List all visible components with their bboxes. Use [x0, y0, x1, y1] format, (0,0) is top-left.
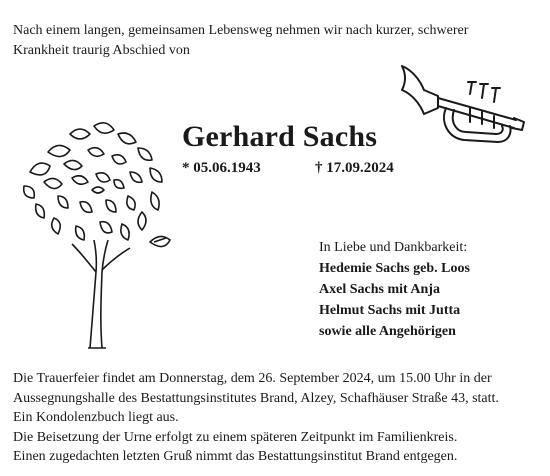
footer-line: Aussegnungshalle des Bestattungsinstitutes Brand, Alzey, Schafhäuser Straße 43, statt.	[13, 390, 499, 406]
death-date: † 17.09.2024	[315, 160, 394, 176]
trumpet-icon	[398, 60, 530, 155]
footer-line: Die Trauerfeier findet am Donnerstag, dem 26. September 2024, um 15.00 Uhr in der	[13, 371, 492, 386]
deceased-name: Gerhard Sachs	[182, 120, 378, 153]
intro-text	[13, 21, 543, 61]
intro-line-1: Nach einem langen, gemeinsamen Lebensweg nehmen wir nach kurzer, schwerer	[13, 23, 469, 38]
footer-line: Die Beisetzung der Urne erfolgt zu einem späteren Zeitpunkt im Familienkreis.	[13, 429, 458, 445]
mourner-name: Hedemie Sachs geb. Loos	[319, 261, 470, 276]
footer-line: Einen zugedachten letzten Gruß nimmt das Bestattungsinstitut Brand entgegen.	[13, 449, 458, 464]
mourner-name: Axel Sachs mit Anja	[319, 282, 440, 297]
footer-line: Ein Kondolenzbuch liegt aus.	[13, 410, 179, 425]
service-details	[13, 369, 543, 467]
falling-leaf-icon	[150, 236, 170, 246]
tree-icon	[10, 112, 188, 352]
mourners-block	[319, 237, 544, 342]
mourner-name: Helmut Sachs mit Jutta	[319, 303, 461, 318]
birth-date: * 05.06.1943	[182, 160, 261, 176]
intro-line-2: Krankheit traurig Abschied von	[13, 43, 190, 58]
mourner-name: sowie alle Angehörigen	[319, 324, 456, 339]
mourners-lead: In Liebe und Dankbarkeit:	[319, 240, 468, 255]
